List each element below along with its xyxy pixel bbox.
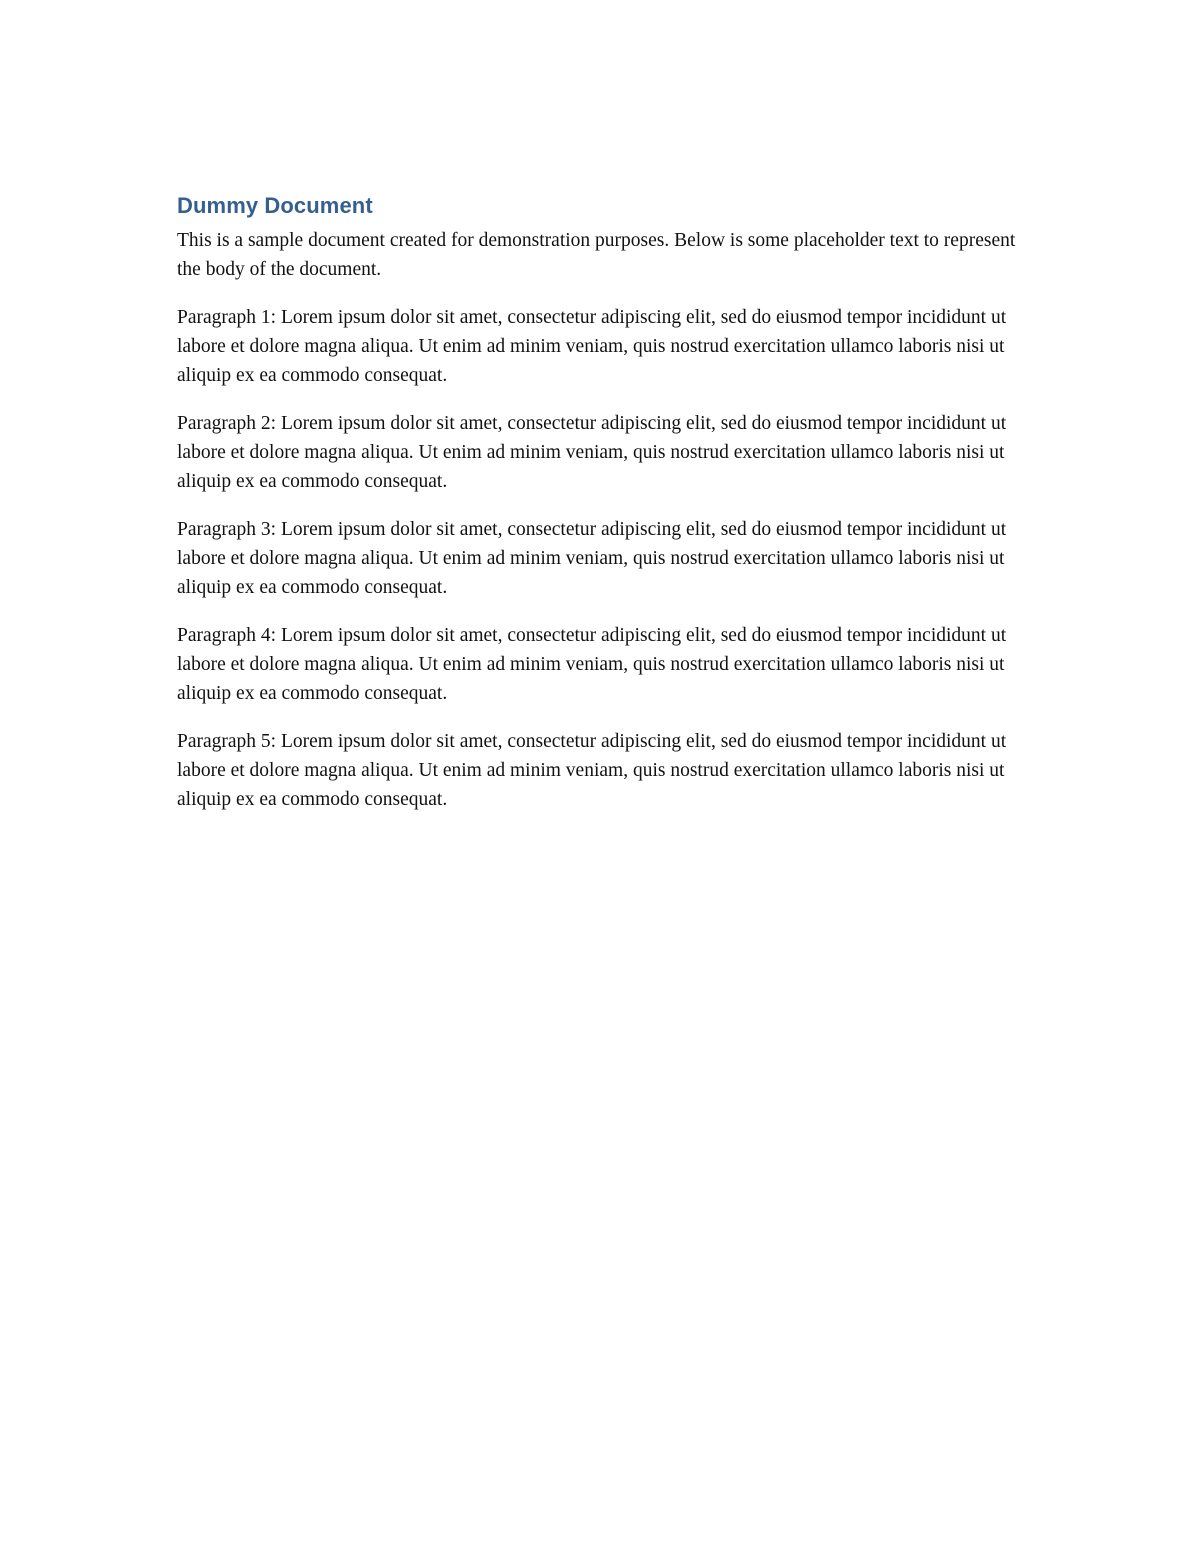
intro-paragraph: This is a sample document created for demonstration purposes. Below is some placeholder text to represent the body of the document. [177,230,1016,280]
paragraph-5: Paragraph 5: Lorem ipsum dolor sit amet, consectetur adipiscing elit, sed do eiusmod tempor incididunt ut labore et dolore magna aliqua. Ut enim ad minim veniam, quis nostrud exercitation ullamco laboris nisi ut aliquip ex ea commodo consequat. [177,731,1007,810]
paragraph-2: Paragraph 2: Lorem ipsum dolor sit amet, consectetur adipiscing elit, sed do eiusmod tempor incididunt ut labore et dolore magna aliqua. Ut enim ad minim veniam, quis nostrud exercitation ullamco laboris nisi ut aliquip ex ea commodo consequat. [177,413,1007,492]
document-title: Dummy Document [177,193,373,218]
paragraph-4: Paragraph 4: Lorem ipsum dolor sit amet, consectetur adipiscing elit, sed do eiusmod tempor incididunt ut labore et dolore magna aliqua. Ut enim ad minim veniam, quis nostrud exercitation ullamco laboris nisi ut aliquip ex ea commodo consequat. [177,625,1007,704]
paragraph-3: Paragraph 3: Lorem ipsum dolor sit amet, consectetur adipiscing elit, sed do eiusmod tempor incididunt ut labore et dolore magna aliqua. Ut enim ad minim veniam, quis nostrud exercitation ullamco laboris nisi ut aliquip ex ea commodo consequat. [177,519,1007,598]
paragraph-1: Paragraph 1: Lorem ipsum dolor sit amet, consectetur adipiscing elit, sed do eiusmod tempor incididunt ut labore et dolore magna aliqua. Ut enim ad minim veniam, quis nostrud exercitation ullamco laboris nisi ut aliquip ex ea commodo consequat. [177,307,1007,386]
document-body [177,190,1037,833]
